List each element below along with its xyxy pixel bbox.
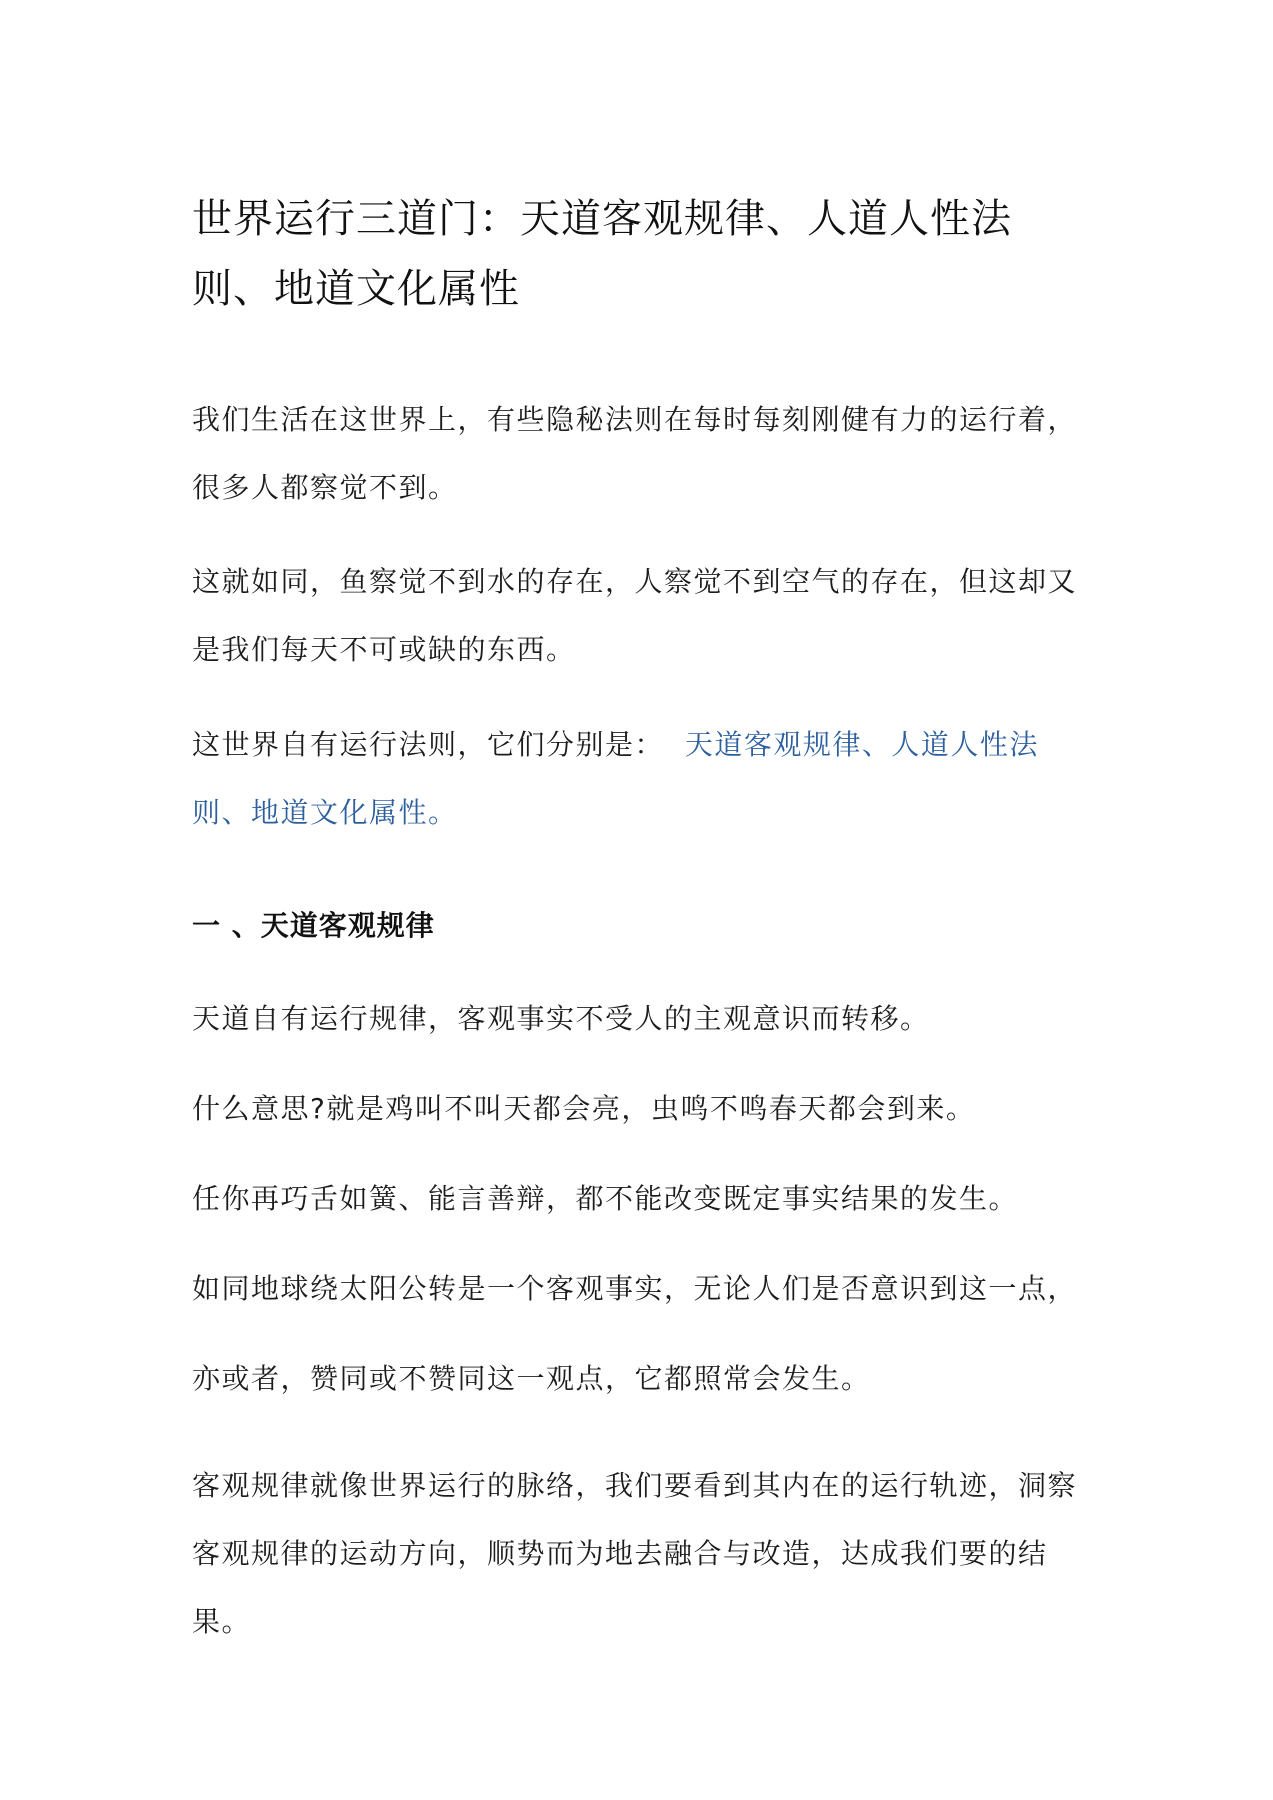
paragraph-eloquence: 任你再巧舌如簧、能言善辩，都不能改变既定事实结果的发生。: [192, 1182, 1019, 1215]
paragraph-objective-law: 客观规律就像世界运行的脉络，我们要看到其内在的运行轨迹，洞察客观规律的运动方向，顺势而为地去融合与改造，达成我们要的结果。: [192, 1469, 1078, 1638]
three-laws-link[interactable]: 天道客观规律、人道人性法则、地道文化属性。: [192, 728, 1039, 829]
paragraph-meaning: 什么意思?就是鸡叫不叫天都会亮，虫鸣不鸣春天都会到来。: [192, 1092, 976, 1125]
paragraph-three-laws-text: 这世界自有运行法则，它们分别是：: [192, 728, 665, 761]
paragraph-heaven-law: 天道自有运行规律，客观事实不受人的主观意识而转移。: [192, 1002, 930, 1035]
paragraph-analogy: 这就如同，鱼察觉不到水的存在，人察觉不到空气的存在，但这却又是我们每天不可或缺的东西。: [192, 565, 1078, 666]
paragraph-earth-orbit-line1: 如同地球绕太阳公转是一个客观事实，无论人们是否意识到这一点，: [192, 1272, 1078, 1305]
document-title: 世界运行三道门：天道客观规律、人道人性法则、地道文化属性: [192, 196, 1012, 312]
paragraph-intro: 我们生活在这世界上，有些隐秘法则在每时每刻刚健有力的运行着，很多人都察觉不到。: [192, 403, 1078, 504]
paragraph-earth-orbit-line2: 亦或者，赞同或不赞同这一观点，它都照常会发生。: [192, 1362, 871, 1395]
paragraph-three-laws: [192, 711, 1092, 847]
section-heading-heaven: 一 、天道客观规律: [192, 909, 435, 942]
